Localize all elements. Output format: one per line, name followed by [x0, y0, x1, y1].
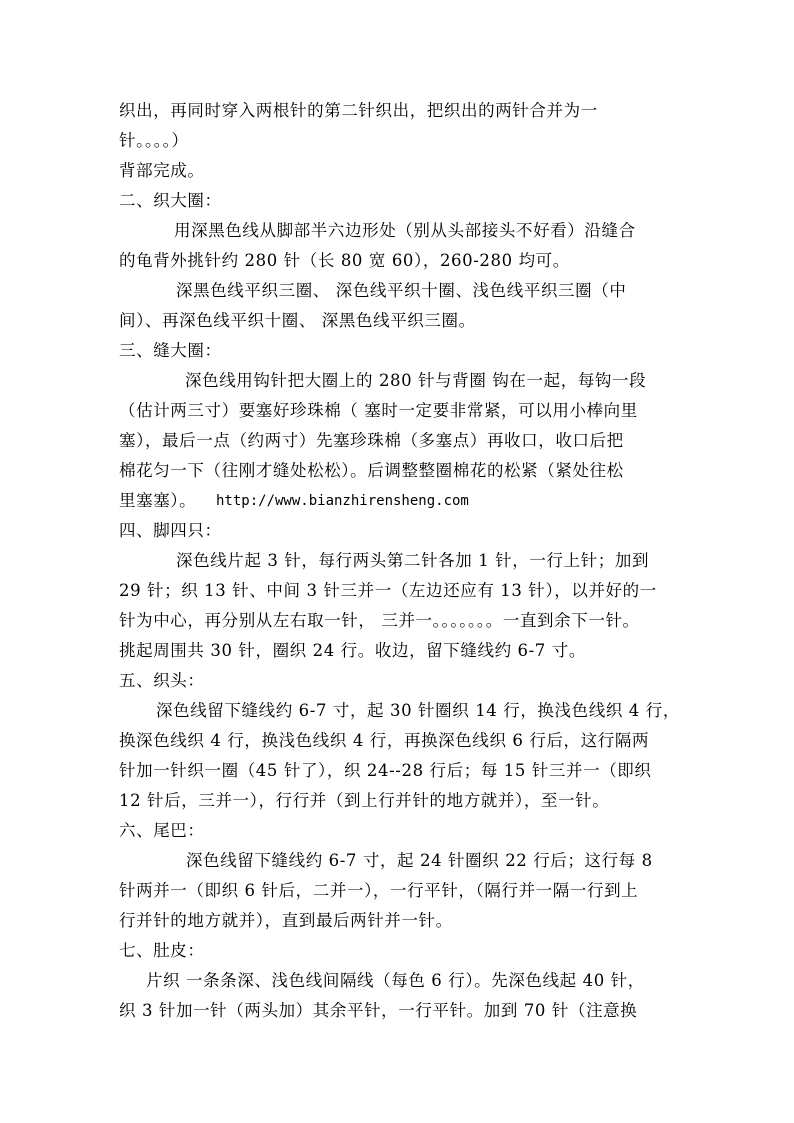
- url-text: http://www.bianzhirensheng.com: [216, 493, 469, 509]
- section-heading: 五、织头：: [119, 671, 205, 690]
- text-line: 针为中心，再分别从左右取一针， 三并一。。。。。。。一直到余下一针。: [119, 611, 640, 630]
- text-line: 用深黑色线从脚部半六边形处（别从头部接头不好看）沿缝合: [174, 221, 636, 240]
- text-line: 间）、再深色线平织十圈、 深黑色线平织三圈。: [119, 311, 476, 330]
- text-line: 棉花匀一下（往刚才缝处松松）。后调整整圈棉花的松紧（紧处往松: [119, 461, 624, 480]
- section-heading: 六、尾巴：: [119, 821, 205, 840]
- text-line: 塞），最后一点（约两寸）先塞珍珠棉（多塞点）再收口，收口后把: [119, 431, 624, 450]
- text-line: 里塞塞）。: [119, 491, 197, 510]
- text-line: 深色线留下缝线约 6-7 寸，起 24 针圈织 22 行后；这行每 8: [186, 851, 653, 870]
- text-line: 挑起周围共 30 针，圈织 24 行。收边，留下缝线约 6-7 寸。: [119, 641, 586, 660]
- section-heading: 四、脚四只：: [119, 521, 222, 540]
- text-line: 深色线留下缝线约 6-7 寸，起 30 针圈织 14 行，换浅色线织 4 行，: [156, 701, 680, 720]
- text-line: 的龟背外挑针约 280 针（长 80 宽 60），260-280 均可。: [119, 251, 570, 270]
- section-heading: 三、缝大圈：: [119, 341, 222, 360]
- text-line: 针加一针织一圈（45 针了），织 24--28 行后；每 15 针三并一（即织: [119, 761, 652, 780]
- text-line: 织 3 针加一针（两头加）其余平针，一行平针。加到 70 针（注意换: [119, 1001, 638, 1020]
- text-line: 片织 一条条深、浅色线间隔线（每色 6 行）。先深色线起 40 针，: [146, 971, 645, 990]
- section-heading: 七、肚皮：: [119, 941, 205, 960]
- section-heading: 二、织大圈：: [119, 191, 222, 210]
- text-line: 针。。。。）: [119, 131, 189, 150]
- text-line: 换深色线织 4 行，换浅色线织 4 行，再换深色线织 6 行后，这行隔两: [119, 731, 650, 750]
- text-line: 织出，再同时穿入两根针的第二针织出，把织出的两针合并为一: [119, 101, 598, 120]
- text-line: 针两并一（即织 6 针后，二并一），一行平针，（隔行并一隔一行到上: [119, 881, 639, 900]
- text-line: 背部完成。: [119, 161, 205, 180]
- text-line: 深黑色线平织三圈、 深色线平织十圈、浅色线平织三圈（中: [176, 281, 627, 300]
- text-line: 深色线片起 3 针，每行两头第二针各加 1 针，一行上针；加到: [176, 551, 650, 570]
- text-line: （估计两三寸）要塞好珍珠棉（ 塞时一定要非常紧，可以用小棒向里: [119, 401, 638, 420]
- text-line: 深色线用钩针把大圈上的 280 针与背圈 钩在一起，每钩一段: [185, 371, 647, 390]
- text-line: 12 针后，三并一），行行并（到上行并针的地方就并），至一针。: [119, 791, 610, 810]
- text-line: 29 针；织 13 针、中间 3 针三并一（左边还应有 13 针），以并好的一: [119, 581, 657, 600]
- text-line: 行并针的地方就并），直到最后两针并一针。: [119, 911, 453, 930]
